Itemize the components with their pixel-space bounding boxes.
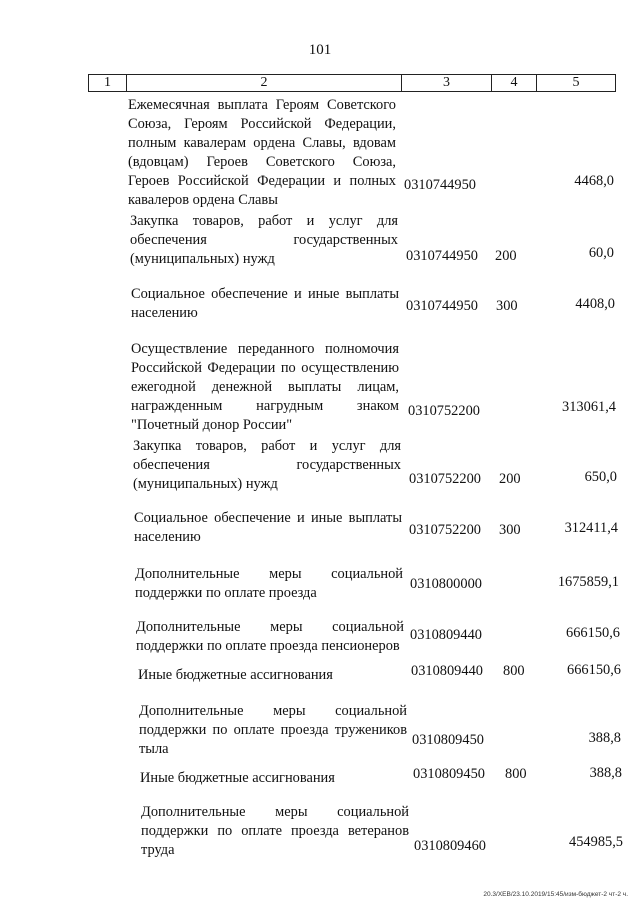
row-code: 0310809450: [412, 732, 484, 748]
row-code: 0310744950: [406, 298, 478, 314]
row-amount: 4408,0: [575, 296, 615, 312]
row-amount: 666150,6: [567, 662, 621, 678]
row-amount: 666150,6: [566, 625, 620, 641]
row-code: 0310809440: [411, 663, 483, 679]
row-description: Социальное обеспечение и иные выплаты населению: [134, 510, 402, 545]
row-type: 200: [499, 471, 521, 487]
row-amount: 1675859,1: [557, 574, 619, 590]
row-description: Иные бюджетные ассигнования: [140, 770, 335, 786]
row-code: 0310809450: [413, 766, 485, 782]
row-amount: 312411,4: [564, 520, 618, 536]
row-description: Ежемесячная выплата Героям Советского Союза, Героям Российской Федерации, полным кавалерам ордена Славы, вдовам (вдовцам) Героев Советского Союза, Героев Российской Федерации и полных кавалеров ордена Славы: [128, 97, 396, 208]
header-col-1: 1: [89, 75, 127, 91]
table-header: [88, 74, 616, 92]
header-col-5: 5: [572, 75, 580, 90]
page-number: 101: [308, 42, 332, 58]
row-description: Дополнительные меры социальной поддержки по оплате проезда ветеранов труда: [141, 804, 409, 858]
row-code: 0310800000: [410, 576, 482, 592]
row-code: 0310744950: [404, 177, 476, 193]
row-amount: 388,8: [588, 730, 621, 746]
row-type: 300: [499, 522, 521, 538]
row-description: Закупка товаров, работ и услуг для обеспечения государственных (муниципальных) нужд: [130, 213, 398, 267]
row-code: 0310752200: [409, 471, 481, 487]
row-description: Дополнительные меры социальной поддержки по оплате проезда тружеников тыла: [139, 703, 407, 757]
row-type: 300: [496, 298, 518, 314]
row-amount: 60,0: [588, 245, 614, 261]
row-code: 0310752200: [409, 522, 481, 538]
row-description: Дополнительные меры социальной поддержки по оплате проезда пенсионеров: [136, 619, 404, 654]
row-type: 200: [495, 248, 517, 264]
row-code: 0310809440: [410, 627, 482, 643]
row-amount: 313061,4: [562, 399, 616, 415]
row-code: 0310809460: [414, 838, 486, 854]
row-code: 0310744950: [406, 248, 478, 264]
row-type: 800: [503, 663, 525, 679]
row-amount: 4468,0: [574, 173, 614, 189]
header-col-4: 4: [492, 75, 537, 91]
row-amount: 388,8: [589, 765, 622, 781]
row-description: Социальное обеспечение и иные выплаты населению: [131, 286, 399, 321]
row-amount: 454985,5: [569, 834, 623, 850]
row-type: 800: [505, 766, 527, 782]
row-description: Иные бюджетные ассигнования: [138, 667, 333, 683]
row-description: Осуществление переданного полномочия Российской Федерации по осуществлению ежегодной денежной выплаты лицам, награжденным нагрудным знаком "Почетный донор России": [131, 341, 399, 433]
row-amount: 650,0: [584, 469, 617, 485]
row-code: 0310752200: [408, 403, 480, 419]
row-description: Закупка товаров, работ и услуг для обеспечения государственных (муниципальных) нужд: [133, 438, 401, 492]
row-description: Дополнительные меры социальной поддержки по оплате проезда: [135, 566, 403, 601]
footer-stamp: 20.3/ХЕВ/23.10.2019/15:45/изм-бюджет-2 чт-2 ч.: [483, 891, 628, 898]
header-col-2: 2: [127, 75, 402, 91]
header-col-3: 3: [402, 75, 492, 91]
